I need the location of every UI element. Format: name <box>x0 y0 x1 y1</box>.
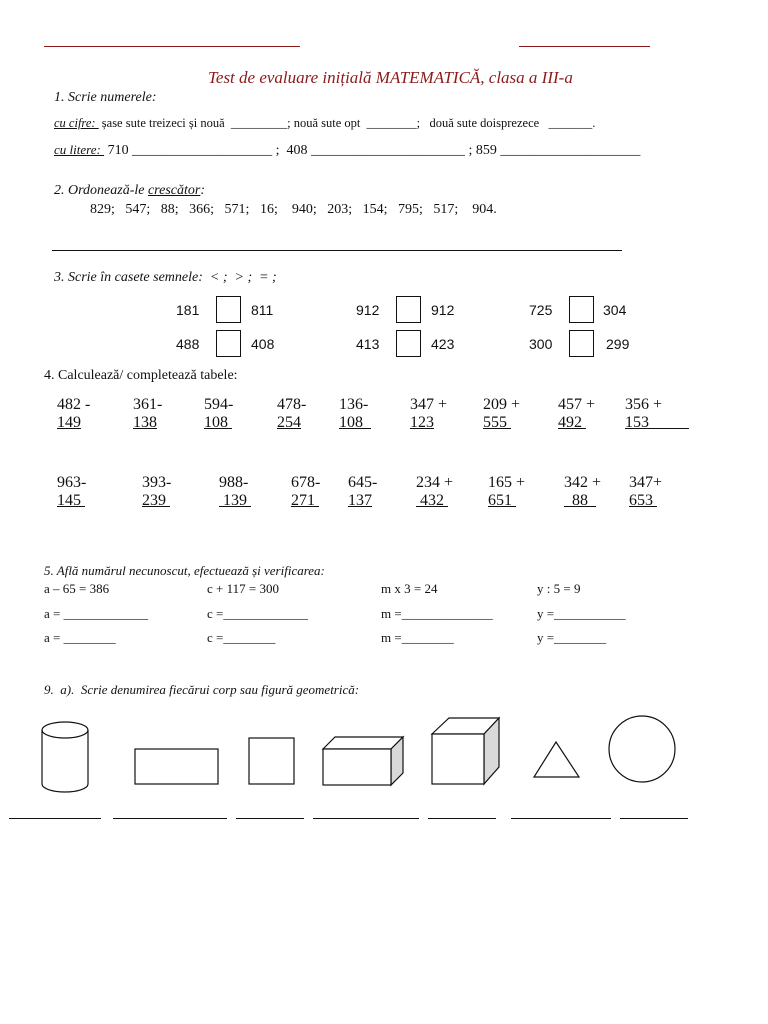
ex3-num-b: 912 <box>431 302 455 318</box>
ex2-heading-word: crescător <box>147 183 201 198</box>
ex2-answer-line[interactable] <box>52 250 622 251</box>
ex3-sign-box[interactable] <box>569 330 594 357</box>
shapes-figure <box>0 700 768 840</box>
name-line[interactable] <box>44 46 300 47</box>
ex3-num-a: 181 <box>176 302 200 318</box>
ex4-operation: 209 + 555 <box>483 396 521 431</box>
ex5-heading: 5. Află numărul necunoscut, efectuează și verificarea: <box>44 563 325 578</box>
ex4-operation: 361- 138 <box>133 396 163 431</box>
ex1-cifre-text[interactable]: șase sute treizeci și nouă _________; nouă sute opt ________; două sute doisprezece _______. <box>98 116 596 130</box>
ex2-numbers: 829; 547; 88; 366; 571; 16; 940; 203; 154; 795; 517; 904. <box>90 202 497 217</box>
ex4-operation: 165 + 651 <box>488 474 526 509</box>
cube-icon <box>432 718 499 784</box>
ex5-answer-line[interactable]: c =_____________ <box>207 606 308 621</box>
ex4-operation: 482 - 149 <box>57 396 91 431</box>
ex1-litere-label: cu litere: <box>54 142 105 157</box>
ex1-heading: 1. Scrie numerele: <box>54 90 157 105</box>
ex4-operation: 342 + 88 <box>564 474 602 509</box>
ex4-operation: 347 + 123 <box>410 396 448 431</box>
ex3-num-a: 300 <box>529 336 553 352</box>
ex4-operation: 988- 139 <box>219 474 251 509</box>
shape-name-line[interactable] <box>9 818 101 819</box>
ex1-litere-text[interactable]: 710 ____________________ ; 408 ______________________ ; 859 ____________________ <box>104 143 641 158</box>
ex4-operation: 356 + 153 <box>625 396 689 431</box>
ex5-equation: a – 65 = 386 <box>44 581 110 596</box>
ex3-num-b: 299 <box>606 336 630 352</box>
ex4-operation: 678- 271 <box>291 474 321 509</box>
square-icon <box>249 738 294 784</box>
ex4-operation: 645- 137 <box>348 474 378 509</box>
shape-name-line[interactable] <box>113 818 227 819</box>
ex2-heading <box>54 183 205 199</box>
ex5-check-line[interactable]: a = ________ <box>44 630 116 645</box>
ex5-answer-line[interactable]: y =___________ <box>537 606 626 621</box>
ex3-num-a: 912 <box>356 302 380 318</box>
ex3-num-b: 423 <box>431 336 455 352</box>
ex5-answer-line[interactable]: m =______________ <box>381 606 493 621</box>
shape-name-line[interactable] <box>620 818 688 819</box>
ex3-num-a: 413 <box>356 336 380 352</box>
ex3-num-b: 811 <box>251 302 274 318</box>
shape-name-line[interactable] <box>511 818 611 819</box>
ex5-check-line[interactable]: y =________ <box>537 630 607 645</box>
ex3-num-a: 488 <box>176 336 200 352</box>
ex4-heading: 4. Calculează/ completează tabele: <box>44 368 238 383</box>
ex3-num-b: 408 <box>251 336 275 352</box>
ex5-check-line[interactable]: m =________ <box>381 630 454 645</box>
ex4-operation: 478- 254 <box>277 396 307 431</box>
ex4-operation: 457 + 492 <box>558 396 596 431</box>
page-title: Test de evaluare inițială MATEMATICĂ, clasa a III-a <box>208 68 573 87</box>
ex3-sign-box[interactable] <box>396 296 421 323</box>
ex2-heading-prefix: 2. Ordonează-le <box>54 183 148 198</box>
ex4-operation: 234 + 432 <box>416 474 454 509</box>
ex3-sign-box[interactable] <box>216 330 241 357</box>
rectangle-icon <box>135 749 218 784</box>
shape-name-line[interactable] <box>313 818 419 819</box>
ex3-num-a: 725 <box>529 302 553 318</box>
shape-name-line[interactable] <box>428 818 496 819</box>
cylinder-icon <box>42 722 88 792</box>
ex3-sign-box[interactable] <box>216 296 241 323</box>
ex3-num-b: 304 <box>603 302 627 318</box>
cuboid-icon <box>323 737 403 785</box>
ex4-operation: 347+ 653 <box>629 474 663 509</box>
ex5-equation: c + 117 = 300 <box>207 581 279 596</box>
ex3-sign-box[interactable] <box>396 330 421 357</box>
ex2-heading-suffix: : <box>200 183 205 198</box>
ex3-heading: 3. Scrie în casete semnele: < ; > ; = ; <box>54 270 277 285</box>
ex5-check-line[interactable]: c =________ <box>207 630 276 645</box>
ex4-operation: 136- 108 <box>339 396 371 431</box>
ex1-litere-row <box>54 142 640 159</box>
triangle-icon <box>534 742 579 777</box>
ex4-operation: 393- 239 <box>142 474 172 509</box>
ex4-operation: 594- 108 <box>204 396 234 431</box>
shape-name-line[interactable] <box>236 818 304 819</box>
ex1-cifre-row <box>54 116 595 131</box>
circle-icon <box>609 716 675 782</box>
ex5-answer-line[interactable]: a = _____________ <box>44 606 149 621</box>
ex9-heading: 9. a). Scrie denumirea fiecărui corp sau figură geometrică: <box>44 682 360 697</box>
ex1-cifre-label: cu cifre: <box>54 116 99 130</box>
ex3-sign-box[interactable] <box>569 296 594 323</box>
ex5-equation: y : 5 = 9 <box>537 581 581 596</box>
date-line[interactable] <box>519 46 650 47</box>
ex5-equation: m x 3 = 24 <box>381 581 438 596</box>
ex4-operation: 963- 145 <box>57 474 87 509</box>
